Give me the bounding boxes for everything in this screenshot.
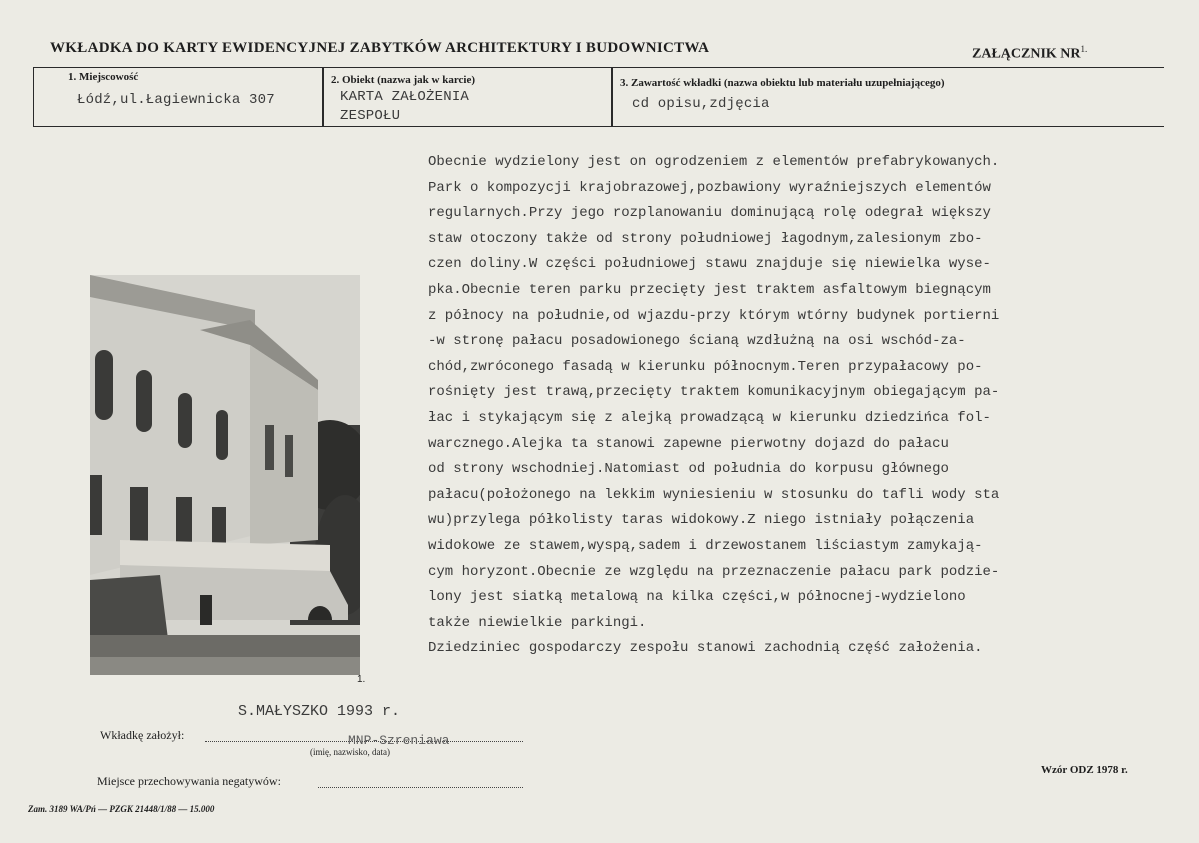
description-line: od strony wschodniej.Natomiast od południa do korpusu głównego	[428, 461, 949, 478]
description-line: warcznego.Alejka ta stanowi zapewne pierwotny dojazd do pałacu	[428, 435, 949, 452]
annex-label	[972, 44, 1087, 63]
description-line: także niewielkie parkingi.	[428, 614, 647, 631]
description-line: czen doliny.W części południowej stawu znajduje się niewielka wyse-	[428, 256, 991, 273]
created-by-label: Wkładkę założył:	[100, 728, 185, 742]
description-line: Park o kompozycji krajobrazowej,pozbawiony wyraźniejszych elementów	[428, 179, 991, 196]
created-by-hint: (imię, nazwisko, data)	[310, 747, 390, 757]
template-info: Wzór ODZ 1978 r.	[1041, 764, 1128, 776]
description-line: Obecnie wydzielony jest on ogrodzeniem z elementów prefabrykowanych.	[428, 154, 1000, 170]
contents-label: 3. Zawartość wkładki (nazwa obiektu lub materiału uzupełniającego)	[620, 77, 945, 89]
document-title: WKŁADKA DO KARTY EWIDENCYJNEJ ZABYTKÓW ARCHITEKTURY I BUDOWNICTWA	[50, 40, 710, 56]
photo-number: 1.	[357, 674, 366, 685]
header-separator-2	[611, 67, 613, 127]
description-line: łac i stykającym się z alejką prowadzącą w kierunku dziedzińca fol-	[428, 409, 991, 426]
description-line: Dziedziniec gospodarczy zespołu stanowi zachodnią część założenia.	[428, 640, 983, 657]
palace-photo	[90, 275, 360, 675]
description-line: wu)przylega półkolisty taras widokowy.Z niego istniały połączenia	[428, 512, 975, 529]
annex-label-text: ZAŁĄCZNIK NR	[972, 46, 1081, 62]
description-line: regularnych.Przy jego rozplanowaniu dominującą rolę odegrał większy	[428, 205, 991, 222]
location-label: 1. Miejscowość	[68, 71, 139, 83]
description-text	[428, 150, 1128, 662]
contents-value: cd opisu,zdjęcia	[632, 96, 770, 112]
location-value: Łódź,ul.Łagiewnicka 307	[77, 92, 275, 108]
object-value	[340, 88, 469, 126]
photo-credit: S.MAŁYSZKO 1993 r.	[238, 703, 401, 720]
description-line: rośnięty jest trawą,przecięty traktem komunikacyjnym obiegającym pa-	[428, 384, 1000, 401]
description-line: z północy na południe,od wjazdu-przy którym wtórny budynek portierni	[428, 307, 1000, 324]
created-by-value: MNP-Szreniawa	[348, 733, 450, 748]
description-line: lony jest siatką metalową na kilka części,w północnej-wydzielono	[428, 589, 966, 606]
print-info: Zam. 3189 WA/Pń — PZGK 21448/1/88 — 15.000	[28, 804, 215, 814]
description-line: chód,zwróconego fasadą w kierunku północnym.Teren przypałacowy po-	[428, 358, 983, 375]
description-line: pka.Obecnie teren parku przecięty jest traktem asfaltowym biegnącym	[428, 281, 991, 298]
object-label: 2. Obiekt (nazwa jak w karcie)	[331, 74, 476, 86]
header-separator-1	[322, 67, 324, 127]
description-line: staw otoczony także od strony południowej łagodnym,zalesionym zbo-	[428, 230, 983, 247]
annex-number: 1.	[1080, 44, 1088, 54]
palace-photo-illustration	[90, 275, 360, 675]
object-value-line2: ZESPOŁU	[340, 108, 401, 124]
negatives-line	[318, 787, 523, 788]
description-line: -w stronę pałacu posadowionego ścianą wzdłużną na osi wschód-za-	[428, 333, 966, 350]
description-line: cym horyzont.Obecnie ze względu na przeznaczenie pałacu park podzie-	[428, 563, 1000, 580]
description-line: pałacu(położonego na lekkim wyniesieniu w stosunku do tafli wody sta	[428, 486, 1000, 503]
object-value-line1: KARTA ZAŁOŻENIA	[340, 89, 470, 105]
negatives-label: Miejsce przechowywania negatywów:	[97, 774, 281, 788]
description-line: widokowe ze stawem,wyspą,sadem i drzewostanem liściastym zamykają-	[428, 537, 983, 554]
